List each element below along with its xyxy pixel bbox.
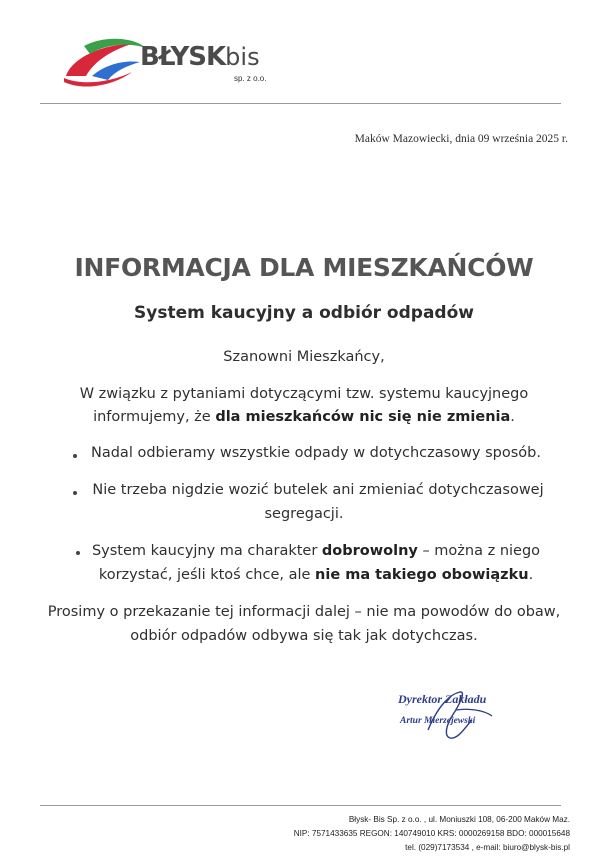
- intro-line-1: W związku z pytaniami dotyczącymi tzw. systemu kaucyjnego: [79, 386, 529, 402]
- footer-contact: tel. (029)7173534 , e-mail: biuro@blysk-bis.pl: [405, 843, 570, 852]
- greeting: Szanowni Mieszkańcy,: [223, 349, 385, 365]
- bullet-2-line-1: Nie trzeba nigdzie wozić butelek ani zmieniać dotychczasowej: [92, 482, 544, 498]
- closing-line-2: odbiór odpadów odbywa się tak jak dotychczas.: [130, 628, 478, 644]
- bullet-2-line-2: segregacji.: [264, 506, 344, 522]
- logo-legal-form: sp. z o.o.: [234, 74, 267, 83]
- footer-registration: NIP: 7571433635 REGON: 140749010 KRS: 0000269158 BDO: 000015648: [293, 829, 570, 838]
- bullet-3-line-2: korzystać, jeśli ktoś chce, ale nie ma takiego obowiązku.: [98, 567, 534, 583]
- bullet-3-line-1: System kaucyjny ma charakter dobrowolny – można z niego: [91, 543, 541, 559]
- bullet-1: Nadal odbieramy wszystkie odpady w dotychczasowy sposób.: [91, 445, 541, 461]
- footer-address: Błysk- Bis Sp. z o.o. , ul. Moniuszki 108, 06-200 Maków Maz.: [348, 815, 570, 824]
- page-title: INFORMACJA DLA MIESZKAŃCÓW: [74, 253, 534, 282]
- signature-name: Artur Mierzejewski: [400, 716, 476, 726]
- logo-brand-text: BŁYSKbis: [140, 42, 260, 72]
- date-line: Maków Mazowiecki, dnia 09 września 2025 r.: [354, 133, 568, 145]
- page-subtitle: System kaucyjny a odbiór odpadów: [134, 303, 474, 323]
- signature-role: Dyrektor Zakładu: [398, 692, 487, 706]
- closing-line-1: Prosimy o przekazanie tej informacji dalej – nie ma powodów do obaw,: [47, 604, 561, 620]
- intro-line-2: informujemy, że dla mieszkańców nic się nie zmienia.: [93, 409, 515, 425]
